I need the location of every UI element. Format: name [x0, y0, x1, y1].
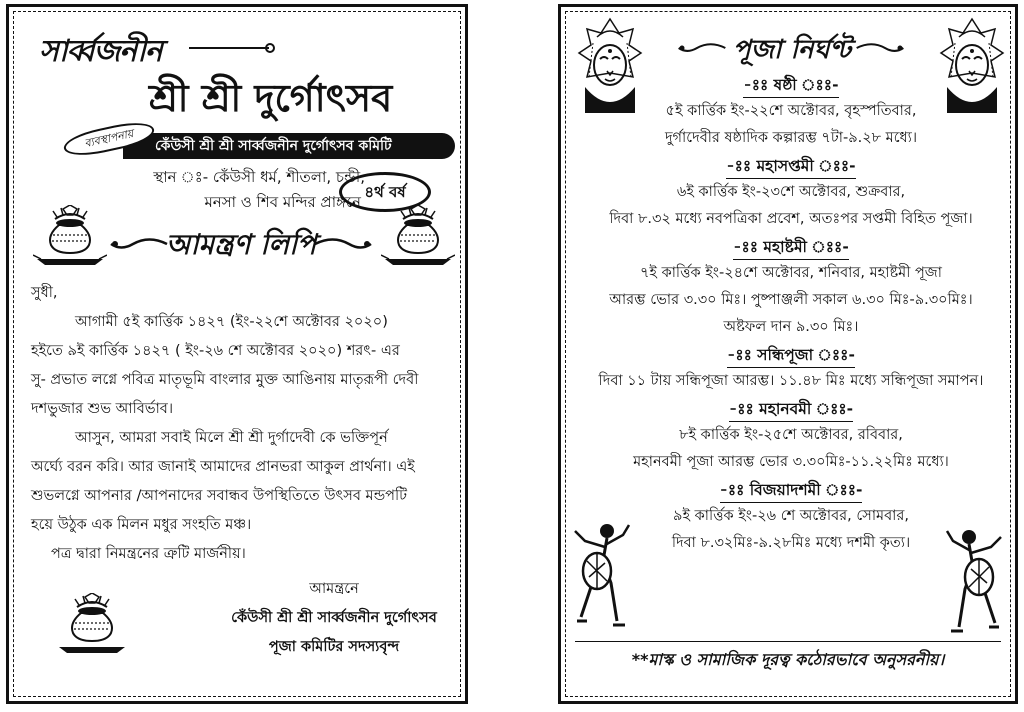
signature-block	[209, 575, 459, 662]
day-heading: -ঃঃ মহাষ্টমী ঃঃ-	[733, 235, 849, 260]
kalash-icon	[55, 593, 129, 655]
organizer-tag: ব্যবস্থাপনায়	[62, 118, 157, 161]
schedule-day	[581, 341, 1001, 395]
kalash-icon	[33, 205, 107, 267]
kalash-icon	[381, 205, 455, 267]
body-line: হয়ে উঠুক এক মিলন মধুর সংহতি মঞ্চ।	[31, 517, 252, 533]
flourish-ornament-icon	[855, 37, 905, 59]
day-line: দিবা ১১ টায় সন্ধিপূজা আরম্ভ। ১১.৪৮ মিঃ মধ্যে সন্ধিপূজা সমাপন।	[598, 373, 984, 389]
day-line: ৭ই কার্ত্তিক ইং-২৪শে অক্টোবর, শনিবার, মহাষ্টমী পূজা	[640, 265, 942, 281]
day-line: দিবা ৮.৩২ মধ্যে নবপত্রিকা প্রবেশ, অতঃপর সপ্তমী বিহিত পূজা।	[609, 211, 973, 227]
venue	[105, 165, 365, 215]
day-heading: -ঃঃ মহানবমী ঃঃ-	[729, 397, 853, 422]
sign-line: পূজা কমিটির সদস্যবৃন্দ	[268, 639, 400, 655]
schedule-list	[581, 71, 1001, 557]
day-line: দুর্গাদেবীর ষষ্ঠাদিক কল্পারম্ভ ৭টা-৯.২৮ মধ্যে।	[664, 130, 918, 146]
body-line: হইতে ৯ই কার্ত্তিক ১৪২৭ ( ইং-২৬ শে অক্টোবর ২০২০) শরৎ- এর	[31, 343, 400, 359]
covid-notice: **মাস্ক ও সামাজিক দূরত্ব কঠোরভাবে অনুসরনীয়।	[631, 650, 945, 669]
day-line: ৯ই কার্ত্তিক ইং-২৬ শে অক্টোবর, সোমবার,	[673, 508, 909, 524]
day-line: ৮ই কার্ত্তিক ইং-২৫শে অক্টোবর, রবিবার,	[679, 427, 903, 443]
organizer-name: কেঁউসী শ্রী শ্রী সার্ব্বজনীন দুর্গোৎসব কমিটি	[123, 133, 455, 159]
pre-title: সার্ব্বজনীন	[39, 34, 162, 69]
flourish-ornament-icon	[313, 233, 373, 255]
dhaki-drummer-icon	[567, 521, 633, 629]
invitation-body	[31, 279, 459, 569]
venue-line: মনসা ও শিব মন্দির প্রাঙ্গনে	[204, 193, 361, 211]
schedule-day	[581, 71, 1001, 152]
schedule-day	[581, 476, 1001, 557]
flourish-ornament-icon	[677, 37, 727, 59]
signoff: আমন্ত্রনে	[309, 581, 359, 597]
schedule-title: পূজা নির্ঘণ্ট	[732, 35, 852, 65]
day-heading: -ঃঃ বিজয়াদশমী ঃঃ-	[720, 478, 863, 503]
organizer-banner	[63, 127, 455, 159]
schedule-card	[558, 4, 1018, 704]
day-line: ৬ই কার্ত্তিক ইং-২৩শে অক্টোবর, শুক্রবার,	[676, 184, 906, 200]
body-line: আসুন, আমরা সবাই মিলে শ্রী শ্রী দুর্গাদেবী কে ভক্তিপূর্ন	[75, 430, 388, 446]
footer-divider	[575, 641, 1001, 642]
day-heading: -ঃঃ ষষ্ঠী ঃঃ-	[743, 73, 838, 98]
venue-line: স্থান ঃ- কেঁউসী ধর্ম, শীতলা, চন্ডী,	[153, 168, 365, 186]
schedule-day	[581, 233, 1001, 341]
day-line: আরম্ভ ভোর ৩.৩০ মিঃ। পুষ্পাঞ্জলী সকাল ৬.৩০ মিঃ-৯.৩০মিঃ।	[609, 292, 973, 308]
body-line: অর্ঘ্যে বরন করি। আর জানাই আমাদের প্রানভরা আকুল প্রার্থনা। এই	[31, 459, 415, 475]
day-line: মহানবমী পূজা আরম্ভ ভোর ৩.৩০মিঃ-১১.২২মিঃ মধ্যে।	[633, 454, 949, 470]
day-line: ৫ই কার্ত্তিক ইং-২২শে অক্টোবর, বৃহস্পতিবার,	[665, 103, 917, 119]
schedule-day	[581, 395, 1001, 476]
invite-heading: আমন্ত্রণ লিপি	[165, 228, 317, 261]
body-line: আগামী ৫ই কার্ত্তিক ১৪২৭ (ইং-২২শে অক্টোবর ২০২০)	[75, 314, 388, 330]
day-line: দিবা ৮.৩২মিঃ-৯.২৮মিঃ মধ্যে দশমী কৃত্য।	[671, 535, 911, 551]
pre-title-dot	[265, 43, 275, 53]
pre-title-underline	[189, 47, 269, 49]
schedule-day	[581, 152, 1001, 233]
body-line: সু- প্রভাত লগ্নে পবিত্র মাতৃভূমি বাংলার মুক্ত আঙিনায় মাতৃরূপী দেবী	[31, 372, 419, 388]
year-badge: ৪র্থ বর্ষ	[339, 172, 431, 212]
day-line: অষ্টফল দান ৯.৩০ মিঃ।	[723, 319, 859, 335]
festival-title: শ্রী শ্রী দুর্গোৎসব	[149, 76, 393, 120]
day-heading: -ঃঃ মহাসপ্তমী ঃঃ-	[726, 154, 855, 179]
salutation: সুধী,	[31, 285, 58, 301]
day-heading: -ঃঃ সন্ধিপূজা ঃঃ-	[727, 343, 855, 368]
body-line: পত্র দ্বারা নিমন্ত্রনের ত্রুটি মার্জনীয়।	[51, 546, 246, 562]
body-line: দশভুজার শুভ আবির্ভাব।	[31, 401, 174, 417]
invitation-card	[6, 4, 468, 704]
body-line: শুভলগ্নে আপনার /আপনাদের সবান্ধব উপস্থিতিতে উৎসব মন্ডপটি	[31, 488, 408, 504]
dhaki-drummer-icon	[943, 527, 1009, 635]
sign-line: কেঁউসী শ্রী শ্রী সার্ব্বজনীন দুর্গোৎসব	[231, 610, 437, 626]
